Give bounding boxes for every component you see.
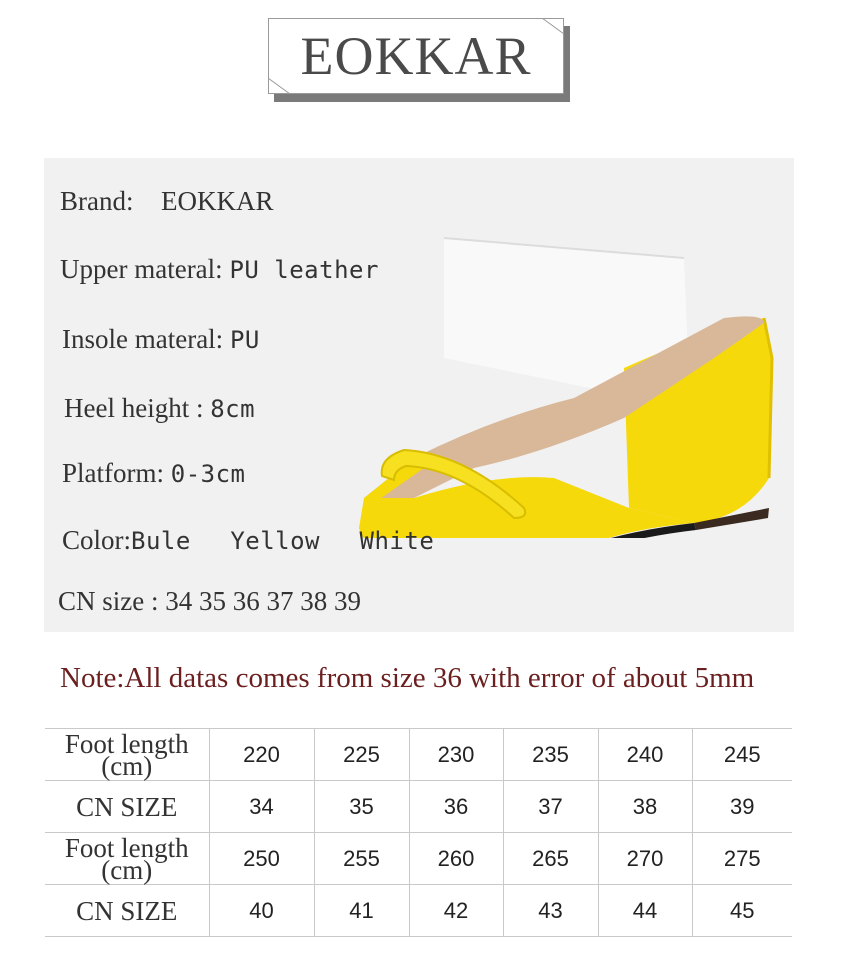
size-chart-table <box>45 728 792 937</box>
heel-value: 8cm <box>210 395 256 423</box>
table-cell: 255 <box>314 833 409 885</box>
table-cell: 40 <box>209 885 314 937</box>
logo-text: EOKKAR <box>268 18 564 94</box>
insole-value: PU <box>229 326 260 354</box>
color-value-white: White <box>359 527 435 555</box>
table-cell: 270 <box>598 833 692 885</box>
table-cell: 35 <box>314 781 409 833</box>
table-cell: 36 <box>409 781 503 833</box>
spec-panel <box>44 158 794 632</box>
platform-label: Platform: <box>62 458 164 488</box>
spec-color <box>62 525 434 556</box>
spec-insole <box>62 324 260 355</box>
upper-label: Upper materal: <box>60 254 223 284</box>
foot-length-header: Foot length (cm) <box>45 729 209 781</box>
table-cell: 260 <box>409 833 503 885</box>
table-cell: 43 <box>503 885 598 937</box>
table-row <box>45 781 792 833</box>
cn-size-header: CN SIZE <box>45 781 209 833</box>
table-cell: 250 <box>209 833 314 885</box>
table-cell: 38 <box>598 781 692 833</box>
spec-platform <box>62 458 246 489</box>
spec-cn-size <box>58 586 361 617</box>
table-row <box>45 833 792 885</box>
brand-label: Brand: <box>60 186 134 216</box>
color-value-blue: Bule <box>131 527 191 555</box>
color-label: Color: <box>62 525 132 555</box>
heel-label: Heel height : <box>64 393 204 423</box>
upper-value: PU leather <box>229 256 379 284</box>
spec-brand <box>60 186 274 217</box>
cn-size-label: CN size : <box>58 586 159 616</box>
table-cell: 34 <box>209 781 314 833</box>
table-cell: 230 <box>409 729 503 781</box>
brand-value: EOKKAR <box>161 186 274 216</box>
table-row <box>45 729 792 781</box>
table-row <box>45 885 792 937</box>
foot-length-header: Foot length (cm) <box>45 833 209 885</box>
table-cell: 41 <box>314 885 409 937</box>
table-cell: 37 <box>503 781 598 833</box>
table-cell: 44 <box>598 885 692 937</box>
table-cell: 42 <box>409 885 503 937</box>
table-cell: 45 <box>692 885 792 937</box>
table-cell: 275 <box>692 833 792 885</box>
insole-label: Insole materal: <box>62 324 224 354</box>
cn-size-value: 34 35 36 37 38 39 <box>165 586 361 616</box>
cn-size-header: CN SIZE <box>45 885 209 937</box>
spec-upper <box>60 254 379 285</box>
table-cell: 225 <box>314 729 409 781</box>
color-value-yellow: Yellow <box>230 527 321 555</box>
table-cell: 39 <box>692 781 792 833</box>
table-cell: 235 <box>503 729 598 781</box>
spec-heel <box>64 393 255 424</box>
table-cell: 220 <box>209 729 314 781</box>
platform-value: 0-3cm <box>170 460 246 488</box>
table-cell: 245 <box>692 729 792 781</box>
table-cell: 265 <box>503 833 598 885</box>
brand-logo <box>268 18 572 104</box>
table-cell: 240 <box>598 729 692 781</box>
measurement-note: Note:All datas comes from size 36 with error of about 5mm <box>60 662 755 694</box>
